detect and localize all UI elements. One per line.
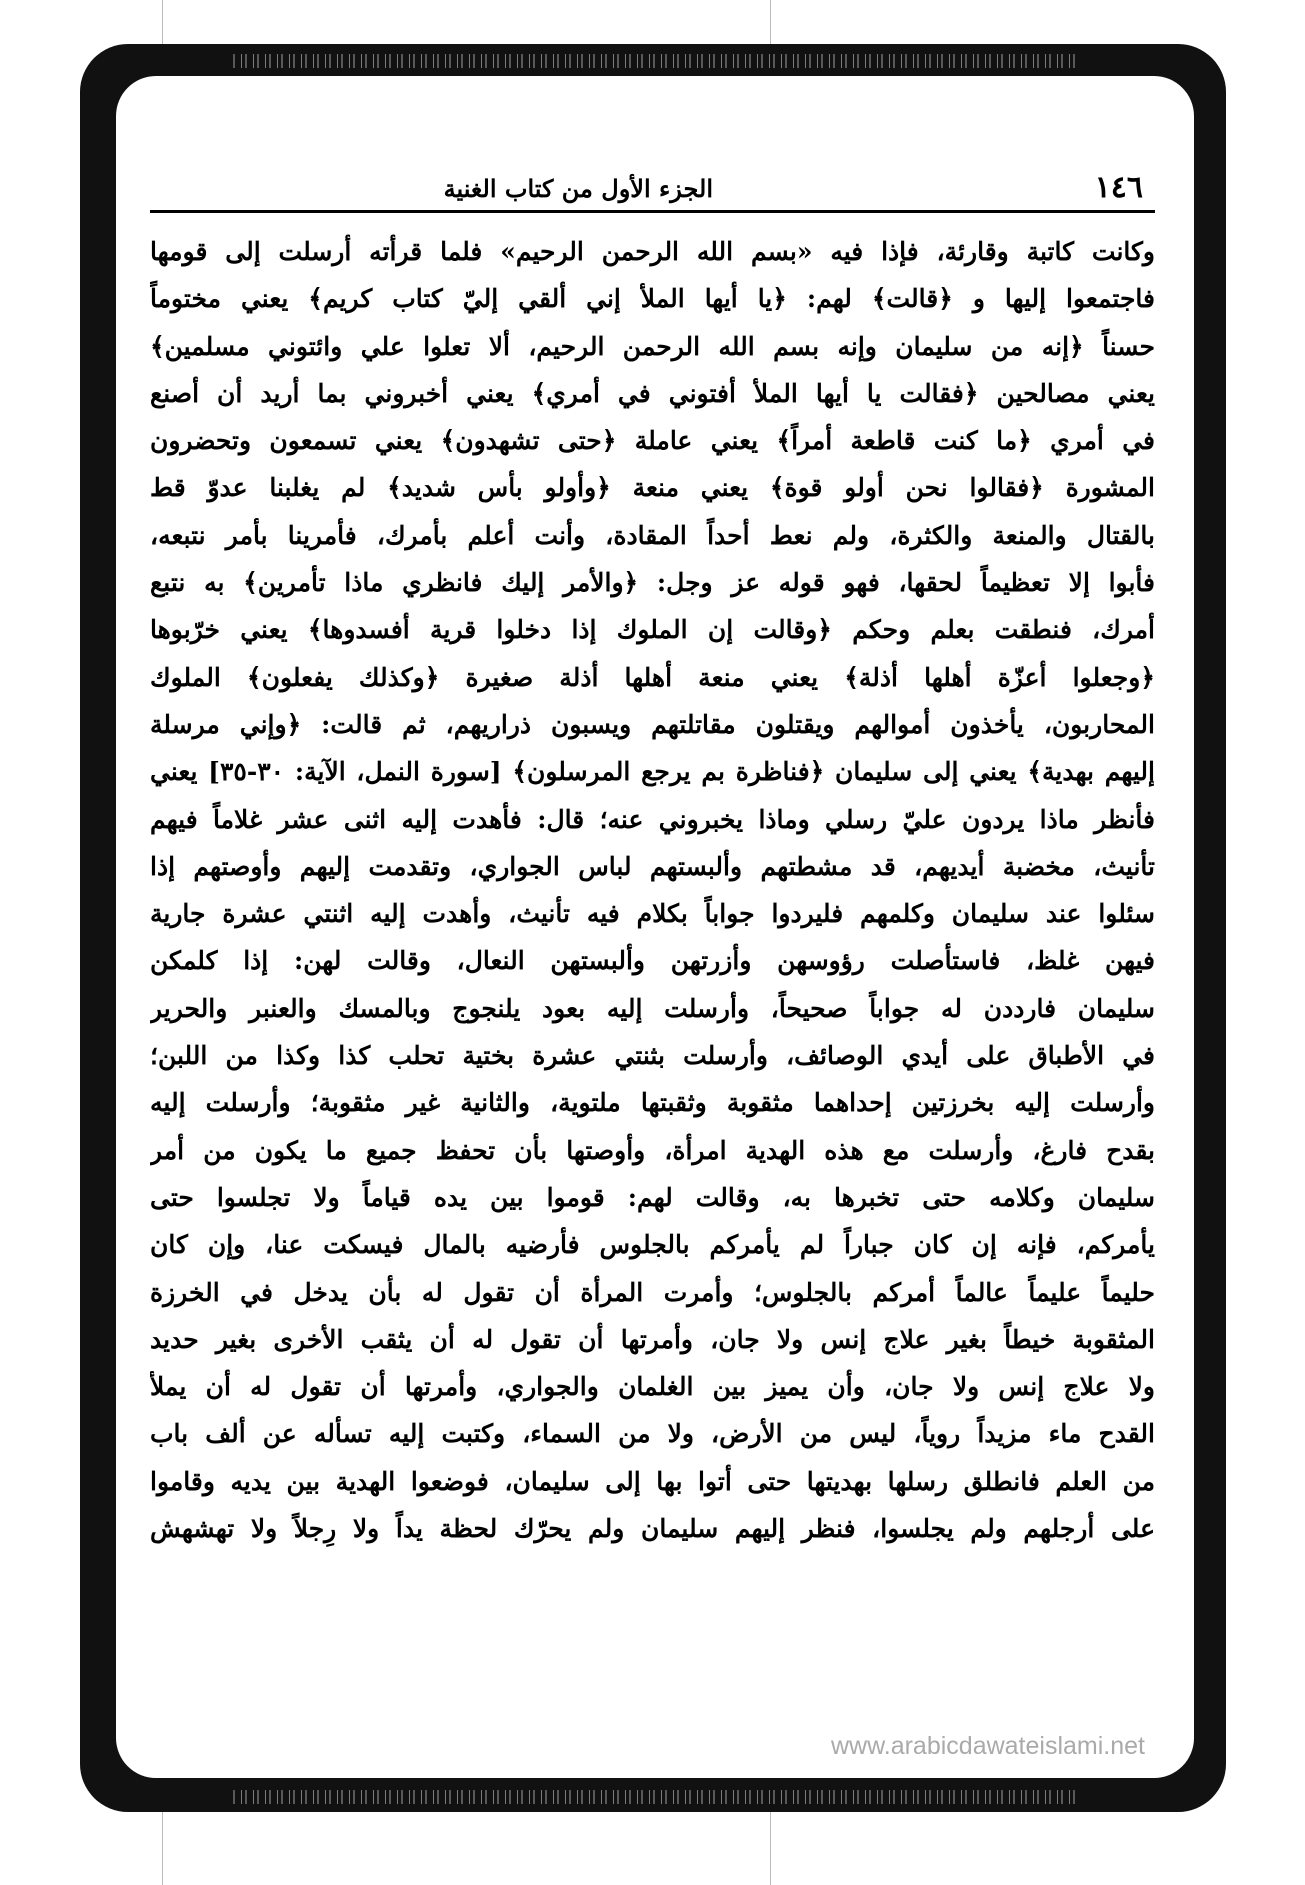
text-line: على أرجلهم ولم يجلسوا، فنظر إليهم سليمان ولم يحرّك لحظة يداً ولا رِجلاً ولا تهشهش [150,1514,1155,1544]
page-header [152,170,1153,210]
text-line: المحاربون، يأخذون أموالهم ويقتلون مقاتلتهم ويسبون ذراريهم، ثم قالت: ﴿وإني مرسلة [150,709,1155,739]
text-line: يعني مصالحين ﴿فقالت يا أيها الملأ أفتوني في أمري﴾ يعني أخبروني بما أريد أن أصنع [150,378,1155,408]
header-rule [150,210,1155,213]
text-line: في الأطباق على أيدي الوصائف، وأرسلت بثنتي عشرة بختية تحلب كذا وكذا من اللبن؛ [150,1041,1155,1071]
watermark: www.arabicdawateislami.net [830,1732,1145,1760]
frame-decoration-top [230,54,1076,68]
text-line: سئلوا عند سليمان وكلمهم فليردوا جواباً بكلام فيه تأنيث، وأهدت إليه اثنتي عشرة جارية [150,899,1155,929]
text-line: حليماً عليماً عالماً أمركم بالجلوس؛ وأمرت المرأة أن تقول له بأن يدخل في الخرزة [150,1277,1155,1307]
text-line: فاجتمعوا إليها و ﴿قالت﴾ لهم: ﴿يا أيها الملأ إني ألقي إليّ كتاب كريم﴾ يعني مختوماً [150,284,1155,314]
text-line: المشورة ﴿فقالوا نحن أولو قوة﴾ يعني منعة ﴿وأولو بأس شديد﴾ لم يغلبنا عدوّ قط [150,473,1155,503]
text-line: ﴿وجعلوا أعزّة أهلها أذلة﴾ يعني منعة أهلها أذلة صغيرة ﴿وكذلك يفعلون﴾ الملوك [150,662,1155,692]
text-line: تأنيث، مخضبة أيديهم، قد مشطتهم وألبستهم لباس الجواري، وتقدمت إليهم وأوصتهم إذا [150,851,1155,881]
page-number: ١٤٦ [1094,170,1143,205]
text-line: سليمان وكلامه حتى تخبرها به، وقالت لهم: قوموا بين يده قياماً ولا تجلسوا حتى [150,1182,1155,1212]
text-line: فأبوا إلا تعظيماً لحقها، فهو قوله عز وجل: ﴿والأمر إليك فانظري ماذا تأمرين﴾ به نتبع [150,568,1155,598]
text-line: بقدح فارغ، وأرسلت مع هذه الهدية امرأة، وأوصتها بأن تحفظ جميع ما يكون من أمر [150,1135,1155,1165]
text-line: حسناً ﴿إنه من سليمان وإنه بسم الله الرحمن الرحيم، ألا تعلوا علي وائتوني مسلمين﴾ [150,331,1155,361]
text-line: ولا علاج إنس ولا جان، وأن يميز بين الغلمان والجواري، وأمرتها أن تقول له أن يملأ [150,1372,1155,1402]
text-line: المثقوبة خيطاً بغير علاج إنس ولا جان، وأمرتها أن تقول له أن يثقب الأخرى بغير حديد [150,1324,1155,1354]
body-text [150,228,1155,1552]
text-line: وكانت كاتبة وقارئة، فإذا فيه «بسم الله الرحمن الرحيم» فلما قرأته أرسلت إلى قومها [150,237,1155,266]
text-line: يأمركم، فإنه إن كان جباراً لم يأمركم بالجلوس فأرضيه بالمال فيسكت عنا، وإن كان [150,1230,1155,1260]
text-line: سليمان فارددن له جواباً صحيحاً، وأرسلت إليه بعود يلنجوج وبالمسك والعنبر والحرير [150,993,1155,1023]
text-line: وأرسلت إليه بخرزتين إحداهما مثقوبة وثقبتها ملتوية، والثانية غير مثقوبة؛ وأرسلت إليه [150,1088,1155,1118]
text-line: في أمري ﴿ما كنت قاطعة أمراً﴾ يعني عاملة ﴿حتى تشهدون﴾ يعني تسمعون وتحضرون [150,426,1155,456]
text-line: القدح ماء مزيداً روياً، ليس من الأرض، ولا من السماء، وكتبت إليه تسأله عن ألف باب [150,1419,1155,1449]
text-line: بالقتال والمنعة والكثرة، ولم نعط أحداً المقادة، وأنت أعلم بأمرك، فأمرينا بأمر نتبعه، [150,520,1155,550]
text-line: إليهم بهدية﴾ يعني إلى سليمان ﴿فناظرة بم يرجع المرسلون﴾ [سورة النمل، الآية: ٣٠-٣٥] يعني [150,757,1155,787]
text-line: من العلم فانطلق رسلها بهديتها حتى أتوا بها إلى سليمان، فوضعوا الهدية بين يديه وقاموا [150,1466,1155,1496]
frame-decoration-bottom [230,1790,1076,1804]
text-line: أمرك، فنطقت بعلم وحكم ﴿وقالت إن الملوك إذا دخلوا قرية أفسدوها﴾ يعني خرّبوها [150,615,1155,645]
running-title: الجزء الأول من كتاب الغنية [443,174,713,203]
text-line: فأنظر ماذا يردون عليّ رسلي وماذا يخبروني عنه؛ قال: فأهدت إليه اثنى عشر غلاماً فيهم [150,804,1155,834]
text-line: فيهن غلظ، فاستأصلت رؤوسهن وأزرتهن وألبستهن النعال، وقالت لهن: إذا كلمكن [150,946,1155,976]
